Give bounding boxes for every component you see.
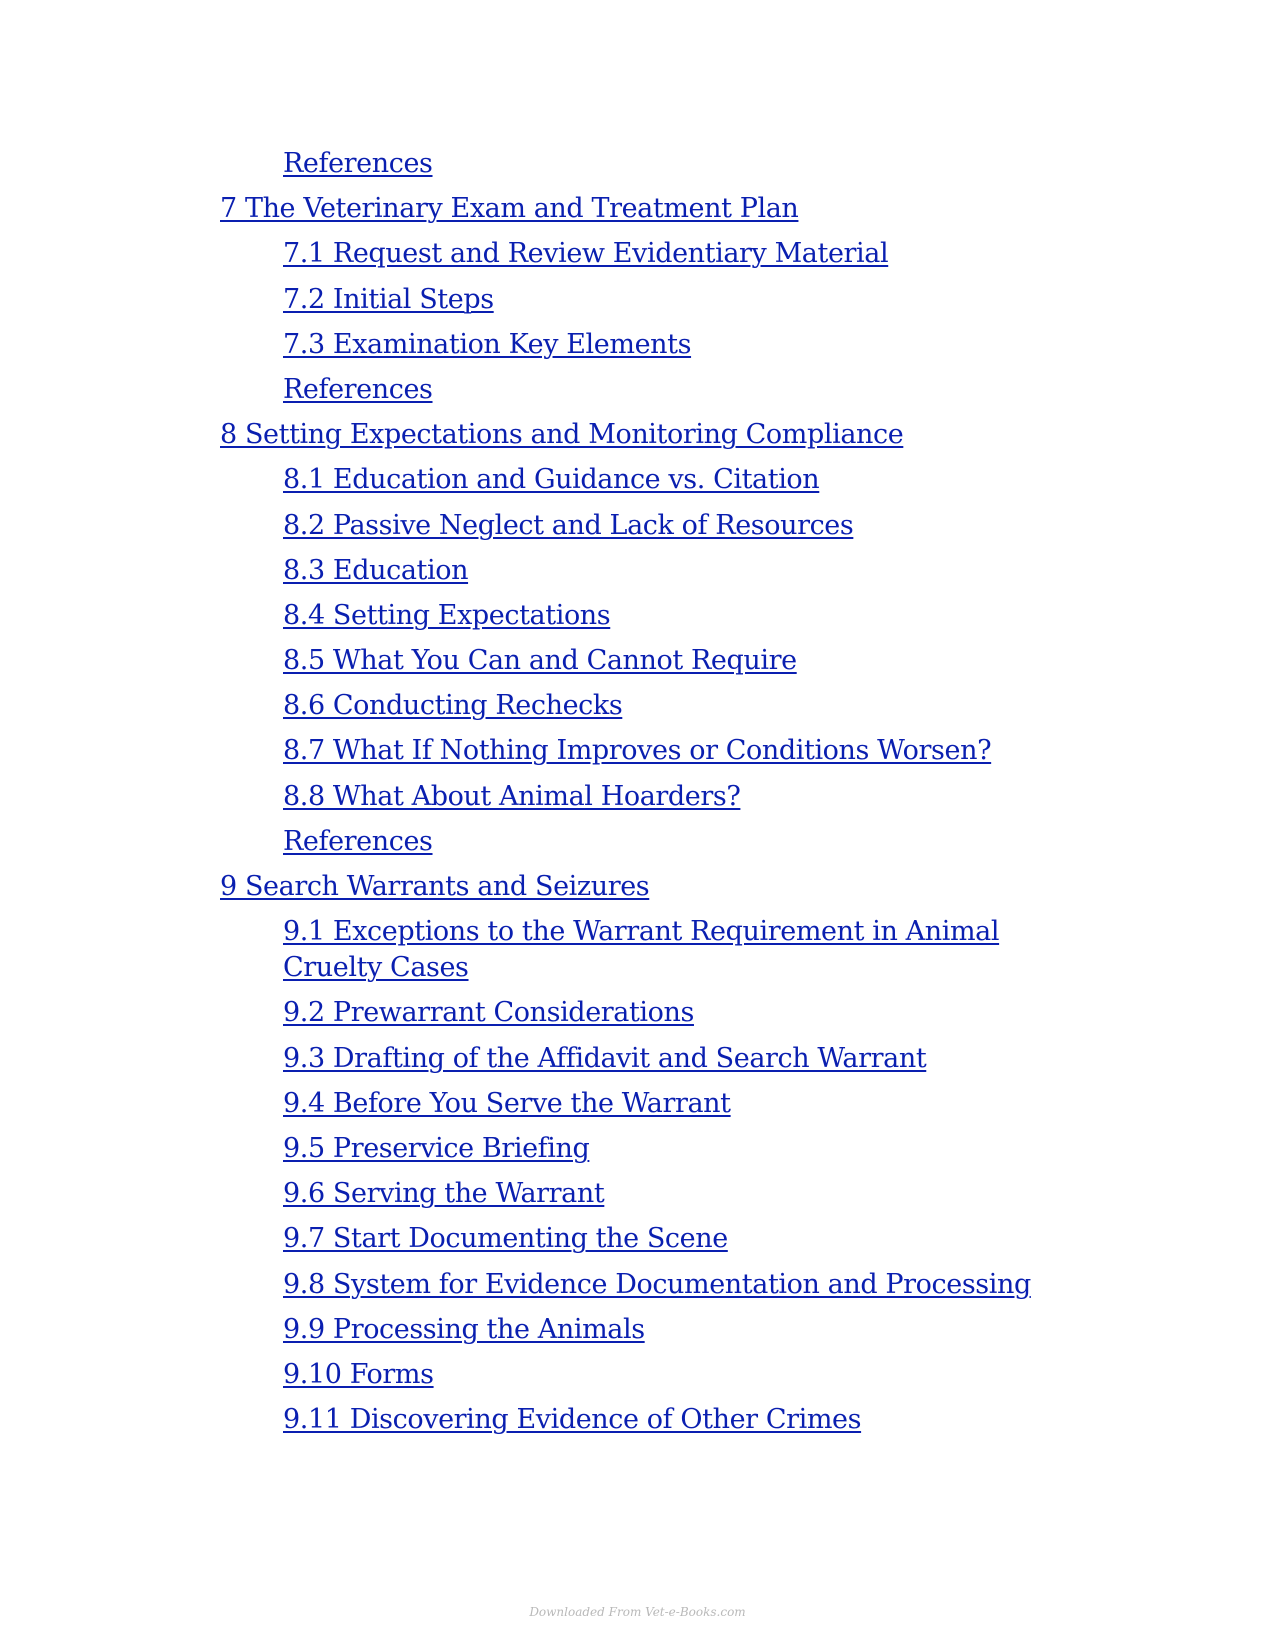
toc-link-9-1[interactable]: 9.1 Exceptions to the Warrant Requirement in Animal Cruelty Cases [283,916,1000,984]
toc-link-9-7[interactable]: 9.7 Start Documenting the Scene [283,1223,728,1255]
toc-link-9-6[interactable]: 9.6 Serving the Warrant [283,1178,605,1210]
toc-link-9-3[interactable]: 9.3 Drafting of the Affidavit and Search Warrant [283,1042,927,1074]
toc-link-7-3[interactable]: 7.3 Examination Key Elements [283,328,692,360]
toc-link-9-11[interactable]: 9.11 Discovering Evidence of Other Crimes [283,1404,862,1436]
toc-link-8-7[interactable]: 8.7 What If Nothing Improves or Conditions Worsen? [283,735,992,767]
toc-link-9-4[interactable]: 9.4 Before You Serve the Warrant [283,1087,731,1119]
toc-link-8-5[interactable]: 8.5 What You Can and Cannot Require [283,645,797,677]
toc-link-chapter-9[interactable]: 9 Search Warrants and Seizures [220,871,650,902]
toc-link-7-2[interactable]: 7.2 Initial Steps [283,283,494,315]
toc-link-references[interactable]: References [283,825,433,857]
toc-link-9-8[interactable]: 9.8 System for Evidence Documentation and Processing [283,1268,1031,1300]
toc-link-8-1[interactable]: 8.1 Education and Guidance vs. Citation [283,464,820,496]
toc-link-9-9[interactable]: 9.9 Processing the Animals [283,1313,645,1345]
toc-link-9-10[interactable]: 9.10 Forms [283,1358,434,1390]
toc-link-chapter-8[interactable]: 8 Setting Expectations and Monitoring Compliance [220,419,904,451]
toc-link-7-1[interactable]: 7.1 Request and Review Evidentiary Material [283,238,889,270]
toc-link-chapter-7[interactable]: 7 The Veterinary Exam and Treatment Plan [220,193,799,225]
toc-link-8-3[interactable]: 8.3 Education [283,554,469,586]
toc-link-9-2[interactable]: 9.2 Prewarrant Considerations [283,997,694,1029]
toc-link-references[interactable]: References [283,148,433,179]
toc-link-8-4[interactable]: 8.4 Setting Expectations [283,599,611,631]
toc-link-8-2[interactable]: 8.2 Passive Neglect and Lack of Resources [283,509,854,541]
toc-link-8-6[interactable]: 8.6 Conducting Rechecks [283,690,623,722]
table-of-contents [0,146,1275,1447]
toc-link-8-8[interactable]: 8.8 What About Animal Hoarders? [283,780,741,812]
toc-link-references[interactable]: References [283,373,433,405]
download-watermark: Downloaded From Vet-e-Books.com [529,1605,746,1619]
toc-link-9-5[interactable]: 9.5 Preservice Briefing [283,1132,590,1164]
